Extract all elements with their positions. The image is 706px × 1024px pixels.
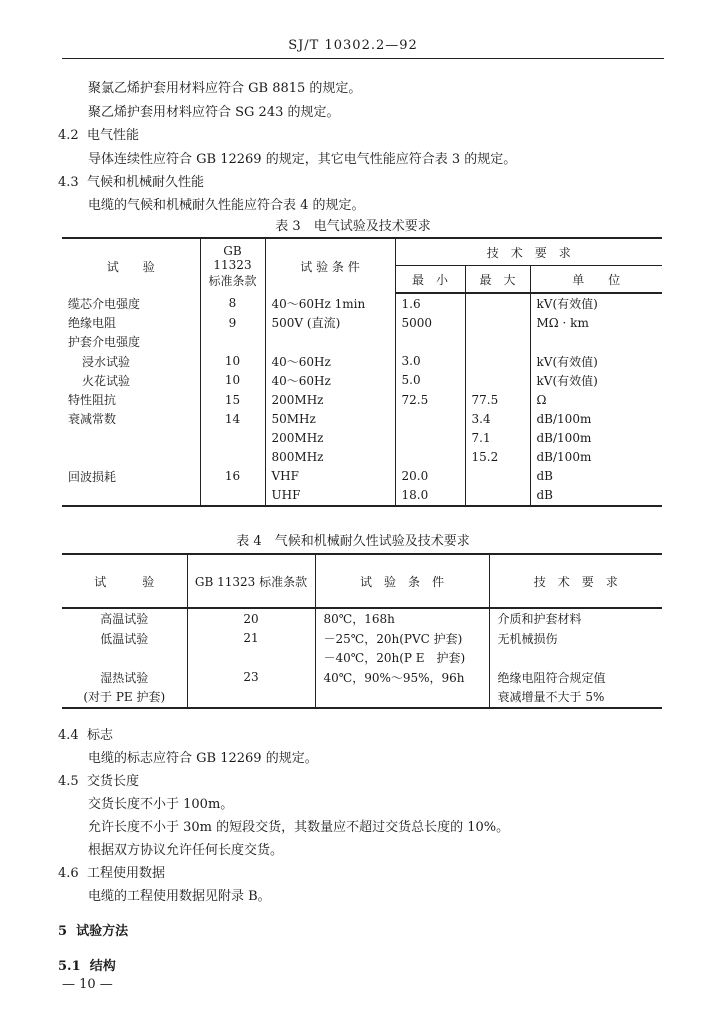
table3-cell-clause: [200, 448, 265, 467]
table3-cell-max: 15.2: [465, 448, 530, 467]
table3-cell-unit: dB/100m: [536, 450, 592, 465]
table3-header-test: 试 验: [62, 238, 200, 293]
table-row: [62, 293, 662, 313]
section-5-1-heading: [58, 955, 116, 974]
table3-cell-cond: UHF: [265, 486, 395, 506]
table3-cell-cond: 40～60Hz 1min: [265, 293, 395, 313]
table3-cell-min: [395, 332, 465, 351]
table3-cell-max: [465, 371, 530, 390]
table3-cell-cond: 200MHz: [265, 390, 395, 409]
section-5-heading: [58, 920, 128, 939]
section-number: 4.5: [58, 774, 79, 789]
table3-cell-cond: 40～60Hz: [265, 371, 395, 390]
section-title: 交货长度: [86, 774, 139, 789]
table3-cell-min: 20.0: [395, 467, 465, 486]
table4-header-clause: GB 11323 标准条款: [187, 554, 315, 608]
table3-cell-max: [465, 313, 530, 332]
table4-cell-cond: 40℃，90%～95%，96h: [315, 668, 489, 688]
table4-cell-test: 湿热试验: [62, 668, 187, 688]
table3-cell-test: 护套介电强度: [62, 332, 200, 351]
section-4-5-line: 交货长度不小于 100m。: [88, 797, 234, 812]
table4-caption: 表 4 气候和机械耐久性试验及技术要求: [236, 534, 470, 549]
table3-cell-test: 火花试验: [62, 371, 200, 390]
table3-caption: 表 3 电气试验及技术要求: [275, 219, 431, 234]
table-row: [62, 648, 662, 668]
table3-header-clause-line1: GB 11323: [213, 243, 252, 272]
table3-cell-test: 绝缘电阻: [62, 313, 200, 332]
table3-header-max: 最 大: [465, 266, 530, 294]
section-4-2-text: 导体连续性应符合 GB 12269 的规定，其它电气性能应符合表 3 的规定。: [88, 152, 517, 167]
table3-cell-unit: dB: [530, 486, 662, 506]
table3-cell-clause: 14: [200, 409, 265, 428]
section-number: 4.2: [58, 128, 79, 143]
table3-header-clause: [200, 238, 265, 293]
section-4-6-heading: [58, 862, 165, 881]
table3-cell-min: [395, 409, 465, 428]
table3-header-requirements: 技 术 要 求: [395, 238, 662, 266]
table3-cell-max: 77.5: [465, 390, 530, 409]
table3-cell-min: [395, 428, 465, 447]
table3-cell-clause: 16: [200, 467, 265, 486]
table4-cell-req: 无机械损伤: [497, 631, 558, 646]
section-4-4-text: 电缆的标志应符合 GB 12269 的规定。: [88, 751, 318, 766]
table3-cell-max: [465, 293, 530, 313]
table3-cell-cond: 40～60Hz: [265, 352, 395, 371]
table3-cell-unit: dB/100m: [536, 411, 592, 426]
table-row: [62, 332, 662, 351]
table-row: [62, 486, 662, 506]
section-4-5-line: 允许长度不小于 30m 的短段交货，其数量应不超过交货总长度的 10%。: [88, 820, 510, 835]
table3-header-conditions: 试 验 条 件: [265, 238, 395, 293]
table-row: [62, 390, 662, 409]
table4-cell-req: [489, 648, 662, 668]
section-number: 4.4: [58, 728, 79, 743]
table-row: [62, 428, 662, 447]
table3-cell-max: 7.1: [465, 428, 530, 447]
table3-cell-unit: Ω: [536, 392, 547, 407]
table3-cell-clause: 15: [200, 390, 265, 409]
table-row: [62, 668, 662, 688]
table3-cell-unit: dB/100m: [536, 430, 592, 445]
table-row: [62, 608, 662, 629]
table-row: [62, 687, 662, 708]
table4-cell-test: (对于 PE 护套): [62, 687, 187, 708]
section-4-2-heading: [58, 124, 139, 143]
table4-cell-test: 高温试验: [62, 608, 187, 629]
section-title: 试验方法: [76, 924, 129, 939]
table3-cell-max: [465, 332, 530, 351]
table3-cell-unit: kV(有效值): [536, 297, 598, 312]
table3-cell-unit: MΩ · km: [536, 315, 589, 330]
table3-cell-test: 缆芯介电强度: [62, 293, 200, 313]
table-row: [62, 409, 662, 428]
table4-cell-req: 绝缘电阻符合规定值: [497, 670, 606, 685]
table3-header-clause-line2: 标准条款: [208, 273, 257, 288]
table4: [62, 553, 662, 709]
section-4-3-text: 电缆的气候和机械耐久性能应符合表 4 的规定。: [88, 198, 365, 213]
table3-cell-cond: 800MHz: [265, 448, 395, 467]
section-number: 5: [58, 924, 68, 939]
table3-cell-clause: [200, 486, 265, 506]
table3-cell-test: [62, 448, 200, 467]
table-row: [62, 629, 662, 649]
table3-cell-cond: VHF: [265, 467, 395, 486]
section-number: 4.3: [58, 175, 79, 190]
page-number: — 10 —: [62, 977, 113, 992]
section-number: 4.6: [58, 866, 79, 881]
table3-cell-clause: [200, 428, 265, 447]
table3-header-min: 最 小: [395, 266, 465, 294]
table4-cell-clause: [187, 648, 315, 668]
table3-cell-test: 特性阻抗: [62, 390, 200, 409]
table3-cell-min: 5.0: [395, 371, 465, 390]
table4-cell-cond: －40℃，20h(P E 护套): [315, 648, 489, 668]
paragraph-pvc: 聚氯乙烯护套用材料应符合 GB 8815 的规定。: [88, 81, 362, 96]
section-4-3-heading: [58, 171, 204, 190]
table-row: [62, 371, 662, 390]
section-4-5-heading: [58, 770, 139, 789]
table4-cell-req: 介质和护套材料: [497, 612, 582, 627]
table3-cell-min: [395, 448, 465, 467]
table4-cell-clause: 20: [187, 608, 315, 629]
table3-cell-cond: 500V (直流): [265, 313, 395, 332]
section-title: 结构: [89, 959, 116, 974]
table3-header-unit: 单 位: [530, 266, 662, 294]
table4-cell-clause: 23: [187, 668, 315, 688]
table3-cell-cond: 50MHz: [265, 409, 395, 428]
paragraph-pe: 聚乙烯护套用材料应符合 SG 243 的规定。: [88, 105, 340, 120]
table3-cell-min: 1.6: [395, 293, 465, 313]
table3-cell-min: 72.5: [395, 390, 465, 409]
header-rule: [62, 58, 664, 59]
section-title: 标志: [86, 728, 113, 743]
table3-cell-max: 3.4: [465, 409, 530, 428]
section-4-6-text: 电缆的工程使用数据见附录 B。: [88, 889, 271, 904]
table3-cell-clause: 8: [200, 293, 265, 313]
table-row: [62, 467, 662, 486]
table3-cell-test: 衰减常数: [62, 409, 200, 428]
table3-cell-max: [465, 352, 530, 371]
table4-cell-req: 衰减增量不大于 5%: [489, 687, 662, 708]
table3-cell-test: [62, 428, 200, 447]
table3-cell-unit: kV(有效值): [536, 354, 598, 369]
table3-cell-test: 浸水试验: [62, 352, 200, 371]
table3-cell-clause: 9: [200, 313, 265, 332]
section-4-4-heading: [58, 724, 113, 743]
section-title: 电气性能: [86, 128, 139, 143]
table3-cell-cond: [265, 332, 395, 351]
table3: [62, 237, 662, 507]
table4-header-test: 试 验: [62, 554, 187, 608]
table3-cell-unit: kV(有效值): [536, 373, 598, 388]
table4-cell-cond: －25℃，20h(PVC 护套): [315, 629, 489, 649]
section-number: 5.1: [58, 959, 81, 974]
table4-header-conditions: 试 验 条 件: [315, 554, 489, 608]
table4-cell-cond: 80℃，168h: [315, 608, 489, 629]
table3-cell-min: 3.0: [395, 352, 465, 371]
table3-cell-max: [465, 467, 530, 486]
table4-cell-test: [62, 648, 187, 668]
table3-cell-unit: [530, 332, 662, 351]
section-title: 工程使用数据: [86, 866, 165, 881]
table3-cell-min: 5000: [395, 313, 465, 332]
table3-cell-clause: 10: [200, 352, 265, 371]
table3-cell-min: 18.0: [395, 486, 465, 506]
table4-cell-test: 低温试验: [62, 629, 187, 649]
table3-cell-test: [62, 486, 200, 506]
table4-cell-clause: [187, 687, 315, 708]
table-row: [62, 313, 662, 332]
section-title: 气候和机械耐久性能: [86, 175, 204, 190]
table3-cell-clause: [200, 332, 265, 351]
table-row: [62, 448, 662, 467]
page-header: SJ/T 10302.2—92: [288, 38, 418, 53]
table3-cell-test: 回波损耗: [62, 467, 200, 486]
table3-cell-unit: dB: [536, 469, 553, 484]
table3-cell-cond: 200MHz: [265, 428, 395, 447]
section-4-5-line: 根据双方协议允许任何长度交货。: [88, 843, 284, 858]
table3-cell-clause: 10: [200, 371, 265, 390]
table3-cell-max: [465, 486, 530, 506]
table4-header-requirements: 技 术 要 求: [489, 554, 662, 608]
table4-cell-cond: [315, 687, 489, 708]
table4-cell-clause: 21: [187, 629, 315, 649]
table-row: [62, 352, 662, 371]
